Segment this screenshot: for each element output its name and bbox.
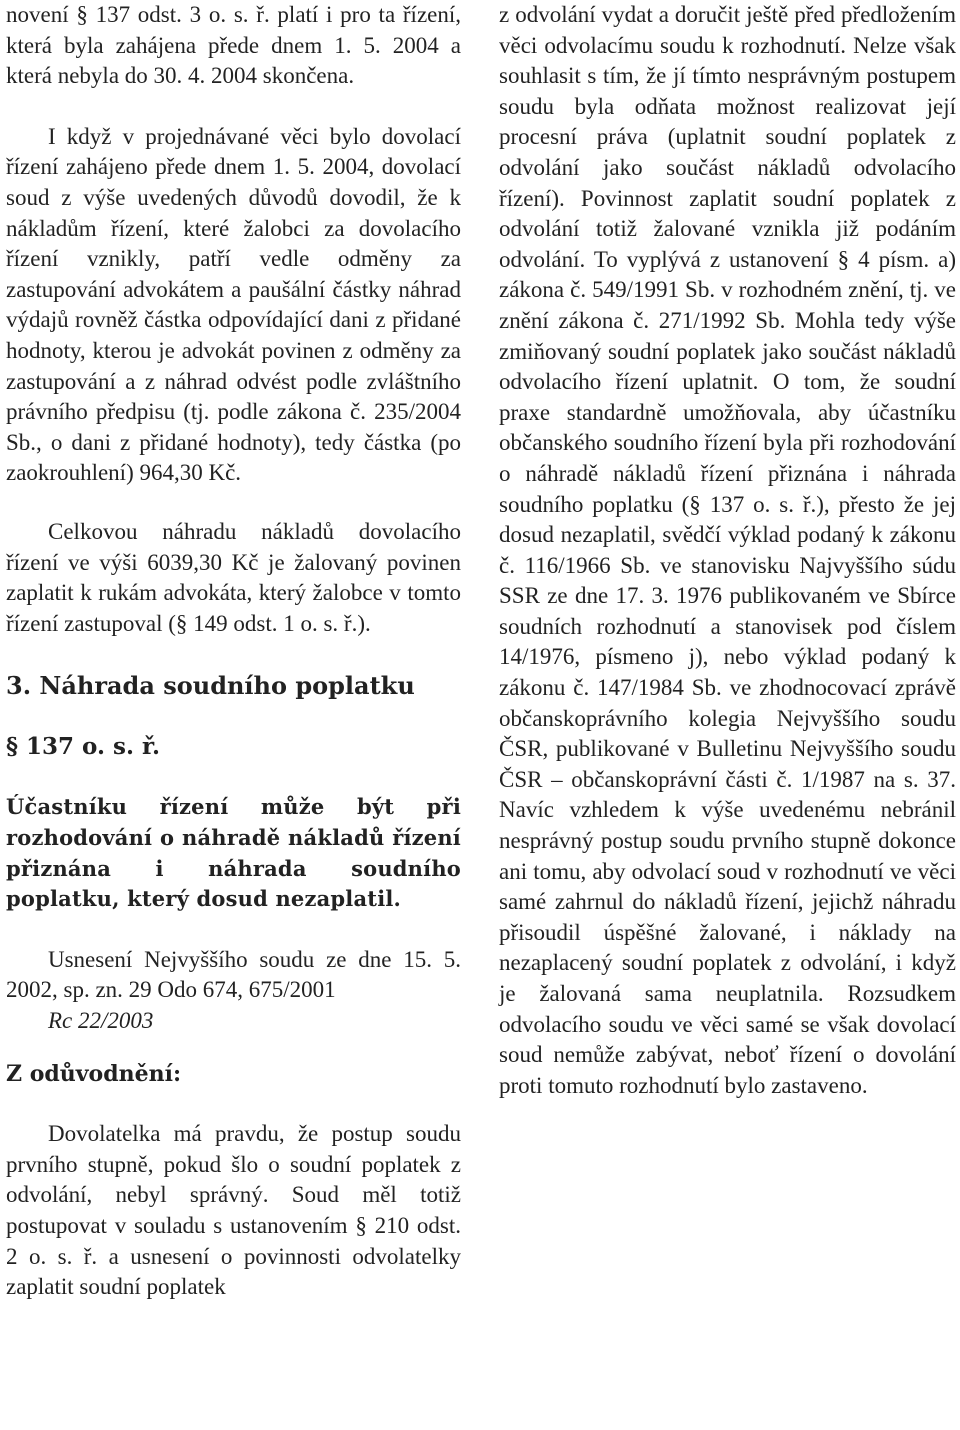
left-column — [6, 0, 461, 1303]
right-continuation-paragraph: z odvolání vydat a doručit ještě před předložením věci odvolacímu soudu k rozhodnutí. Nelze však souhlasit s tím, že jí tímto nesprávným postupem soudu byla odňata možnost realizovat její procesní práva (uplatnit soudní poplatek z odvolání jako součást nákladů odvolacího řízení). Povinnost zaplatit soudní poplatek z odvolání totiž žalované vznikla již podáním odvolání. To vyplývá z ustanovení § 4 písm. a) zákona č. 549/1991 Sb. v rozhodném znění, tj. ve znění zákona č. 271/1992 Sb. Mohla tedy výše zmiňovaný soudní poplatek jako součást nákladů odvolacího řízení uplatnit. O tom, že soudní praxe standardně umožňovala, aby účastníku občanského soudního řízení byla při rozhodování o náhradě nákladů řízení přiznána i náhrada soudního poplatku (§ 137 o. s. ř.), přesto že jej dosud nezaplatil, svědčí výklad podaný k zákonu č. 116/1966 Sb. ve stanovisku Najvyššího súdu SSR ze dne 17. 3. 1976 publikovaném ve Sbírce soudních rozhodnutí a stanovisek pod číslem 14/1976, písmeno j), nebo výklad podaný k zákonu č. 147/1984 Sb. ve zhodnocovací zprávě občanskoprávního kolegia Nejvyššího soudu ČSR, publikované v Bulletinu Nejvyššího soudu ČSR – občanskoprávní části č. 1/1987 na s. 37. Navíc vzhledem k výše uvedenému nebránil nesprávný postup soudu prvního stupně dokonce ani tomu, aby odvolací soud v rozhodnutí ve věci samé zahrnul do nákladů řízení, jejichž náhradu přisoudil úspěšné žalované, i náklady na nezaplacený soudní poplatek z odvolání, i když je žalovaná sama neuplatnila. Rozsudkem odvolacího soudu ve věci samé se však dovolací soud nemůže zabývat, neboť řízení o dovolání proti tomuto rozhodnutí bylo zastaveno. — [499, 2, 956, 1098]
legal-holding: Účastníku řízení může být při rozhodování o náhradě nákladů řízení přiznána i náhrada soudního poplatku, který dosud nezaplatil. — [6, 794, 461, 912]
total-costs-paragraph: Celkovou náhradu nákladů dovolacího řízení ve výši 6039,30 Kč je žalovaný povinen zaplatit k rukám advokáta, který žalobce v tomto řízení zastupoval (§ 149 odst. 1 o. s. ř.). — [6, 518, 461, 636]
reasons-paragraph: Dovolatelka má pravdu, že postup soudu prvního stupně, pokud šlo o soudní poplatek z odvolání, nebyl správný. Soud měl totiž postupovat v souladu s ustanovením § 210 odst. 2 o. s. ř. a usnesení o povinnosti odvolatelky zaplatit soudní poplatek — [6, 1121, 461, 1300]
vat-paragraph: I když v projednávané věci bylo dovolací řízení zahájeno přede dnem 1. 5. 2004, dovolací soud z výše uvedených důvodů dovodil, že k nákladům řízení, které žalobci za dovolacího řízení vznikly, patří vedle odměny za zastupování advokátem a paušální částky náhrad výdajů rovněž částka odpovídající dani z přidané hodnoty, kterou je advokát povinen z odměny za zastupování a z náhrad odvést podle zvláštního právního předpisu (tj. podle zákona č. 235/2004 Sb., o dani z přidané hodnoty), tedy částka (po zaokrouhlení) 964,30 Kč. — [6, 123, 461, 486]
decision-citation: Usnesení Nejvyššího soudu ze dne 15. 5. 2002, sp. zn. 29 Odo 674, 675/2001 — [6, 946, 461, 1003]
collection-reference: Rc 22/2003 — [48, 1008, 154, 1034]
reasons-heading: Z odůvodnění: — [6, 1060, 182, 1087]
continuation-paragraph: novení § 137 odst. 3 o. s. ř. platí i pro ta řízení, která byla zahájena přede dnem 1. 5. 2004 a která nebyla do 30. 4. 2004 skončena. — [6, 2, 461, 89]
right-column — [499, 0, 956, 1101]
section-heading: 3. Náhrada soudního poplatku — [6, 671, 415, 701]
paragraph-reference: § 137 o. s. ř. — [6, 732, 160, 760]
